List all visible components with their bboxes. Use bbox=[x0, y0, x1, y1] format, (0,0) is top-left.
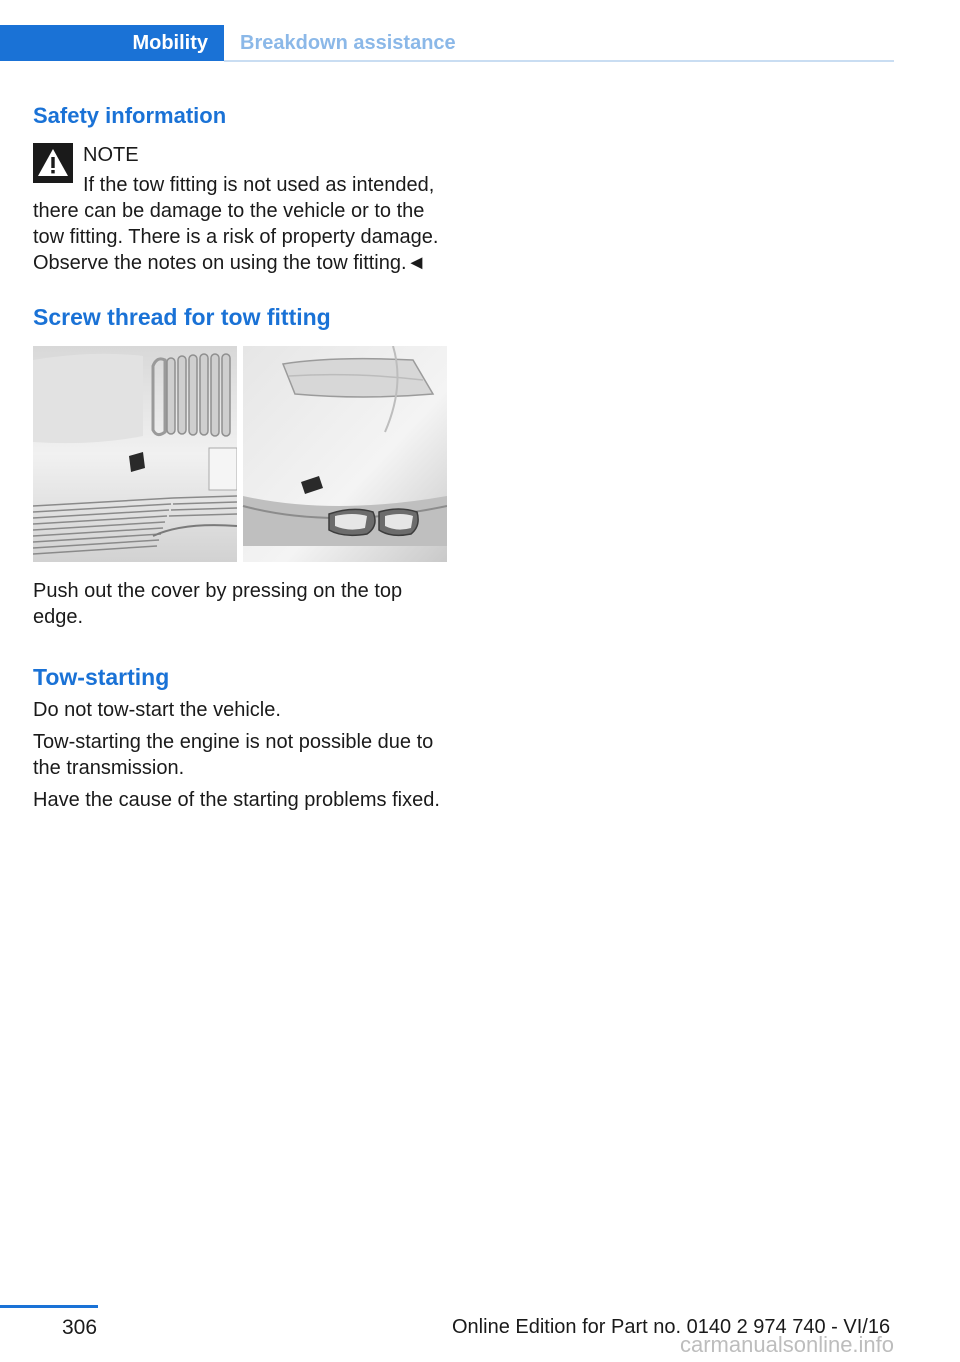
page-number-rule bbox=[0, 1305, 98, 1308]
header-divider bbox=[224, 60, 894, 62]
note-label: NOTE bbox=[83, 144, 139, 166]
tow-paragraph-1: Do not tow-start the vehicle. bbox=[33, 699, 281, 721]
section-tab[interactable]: Breakdown assistance bbox=[240, 31, 456, 54]
edition-footer: Online Edition for Part no. 0140 2 974 740 - VI/16 bbox=[452, 1316, 891, 1338]
cover-caption: Push out the cover by pressing on the top edge. bbox=[33, 580, 403, 628]
chapter-tab[interactable]: Mobility bbox=[0, 25, 224, 61]
tow-fitting-illustration bbox=[33, 346, 447, 562]
safety-heading: Safety information bbox=[33, 103, 227, 128]
page-header bbox=[0, 0, 960, 62]
tow-starting-heading: Tow-starting bbox=[33, 664, 170, 690]
note-first-line: If the tow fitting is not used as intended, bbox=[83, 174, 435, 196]
warning-triangle-icon bbox=[33, 143, 73, 183]
watermark: carmanualsonline.info bbox=[680, 1332, 895, 1357]
tow-paragraph-2: Tow-starting the engine is not possible due to the transmission. bbox=[33, 731, 434, 779]
screw-thread-heading: Screw thread for tow fitting bbox=[33, 304, 331, 330]
tow-paragraph-3: Have the cause of the starting problems fixed. bbox=[33, 789, 440, 811]
page-number: 306 bbox=[62, 1316, 98, 1339]
note-text: there can be damage to the vehicle or to the tow fitting. There is a risk of property damage. Observe the notes on using the tow fitting.◄ bbox=[33, 200, 439, 274]
